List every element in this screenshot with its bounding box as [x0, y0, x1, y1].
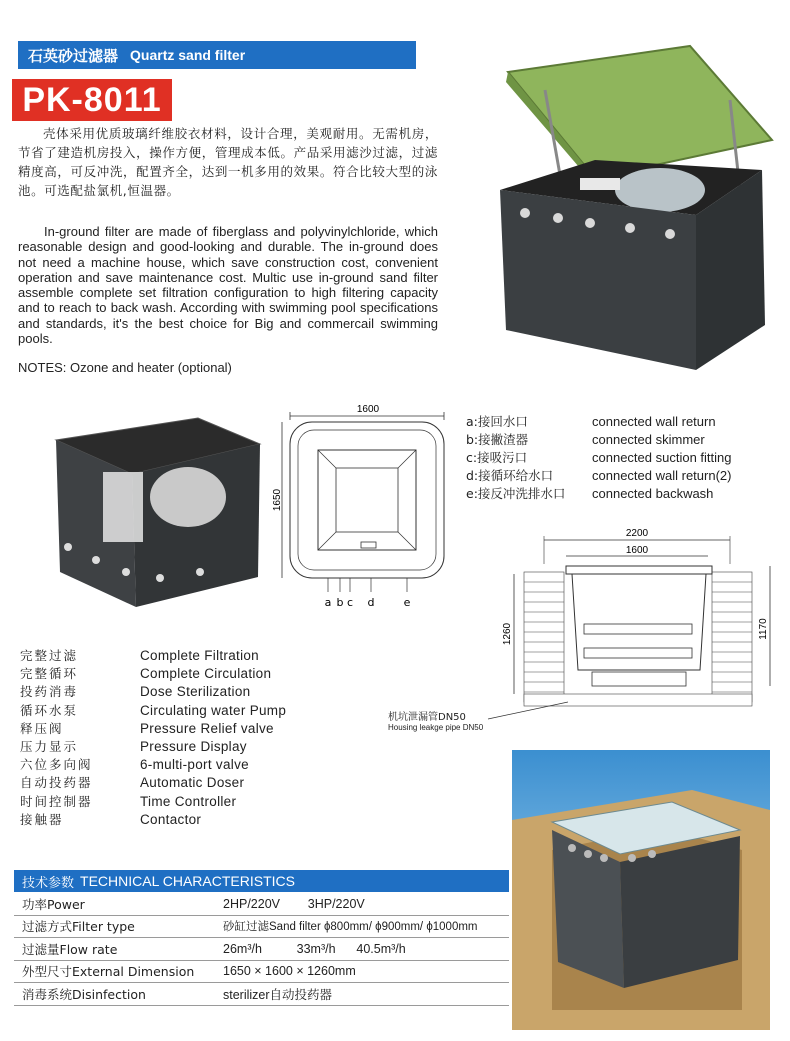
features-list	[20, 647, 286, 829]
port-b: b	[336, 596, 344, 609]
tech-row-disinfection: 消毒系统Disinfection sterilizer自动投药器	[14, 983, 509, 1006]
feature-row: 循环水泵 Circulating water Pump	[20, 702, 287, 718]
feature-row: 释压阀 Pressure Relief valve	[20, 720, 274, 736]
title-cn: 石英砂过滤器	[28, 46, 119, 65]
feature-row: 完整循环 Complete Circulation	[20, 666, 272, 682]
product-title-bar	[18, 41, 416, 69]
port-e: e	[403, 596, 411, 609]
tech-row-filter-type: 过滤方式Filter type 砂缸过滤Sand filter ϕ800mm/ ϕ900mm/ ϕ1000mm	[14, 916, 509, 939]
tech-title-en: TECHNICAL CHARACTERISTICS	[80, 873, 295, 889]
feature-row: 完整过滤 Complete Filtration	[20, 648, 259, 663]
feature-row: 接触器 Contactor	[20, 811, 202, 827]
port-a: a	[324, 596, 332, 609]
dim-left-height: 1260	[502, 622, 513, 646]
feature-row: 投药消毒 Dose Sterilization	[20, 684, 251, 700]
connection-row: e:接反冲洗排水口 connected backwash	[466, 486, 714, 501]
section-drawing	[488, 524, 778, 724]
feature-row: 六位多向阀 6-multi-port valve	[20, 757, 249, 773]
in-ground-illustration	[512, 750, 770, 1030]
connection-row: a:接回水口 connected wall return	[466, 414, 716, 429]
model-badge: PK-8011	[12, 79, 172, 121]
feature-row: 时间控制器 Time Controller	[20, 793, 237, 809]
top-view-drawing	[272, 400, 456, 615]
tech-row-flow-rate: 过滤量Flow rate 26m³/h 33m³/h 40.5m³/h	[14, 938, 509, 961]
tech-title-cn: 技术参数	[22, 875, 75, 891]
product-photo-interior	[48, 412, 263, 612]
title-en: Quartz sand filter	[130, 47, 246, 63]
dim-height: 1650	[272, 488, 283, 512]
dim-inner-width: 1600	[625, 545, 649, 556]
dim-outer-width: 2200	[625, 528, 649, 539]
tech-header	[14, 870, 509, 892]
dim-right-height: 1170	[758, 618, 769, 640]
tech-row-dimension: 外型尺寸External Dimension 1650 × 1600 × 1260mm	[14, 961, 509, 984]
tech-table	[14, 893, 509, 1006]
product-photo-open-lid	[490, 40, 780, 380]
port-c: c	[346, 596, 354, 609]
pipe-label-cn: 机坑泄漏管DN50	[388, 712, 466, 723]
pipe-label-en: Housing leakge pipe DN50	[388, 723, 484, 732]
port-d: d	[367, 596, 375, 609]
dim-width: 1600	[356, 404, 380, 415]
connections-list	[466, 413, 731, 503]
tech-row-power: 功率Power 2HP/220V 3HP/220V	[14, 893, 509, 916]
feature-row: 压力显示 Pressure Display	[20, 739, 247, 755]
connection-row: c:接吸污口 connected suction fitting	[466, 450, 732, 465]
connection-row: d:接循环给水口 connected wall return(2)	[466, 468, 732, 483]
connection-row: b:接撇渣器 connected skimmer	[466, 432, 705, 447]
description-cn: 壳体采用优质玻璃纤维胶衣材料，设计合理，美观耐用。无需机房，节省了建造机房投入，操作方便，管理成本低。产品采用滤沙过滤，过滤精度高，可反冲洗，配置齐全，达到一机多用的效果。符合比较大型的泳池。可选配盐氯机,恒温器。	[18, 126, 438, 198]
notes: NOTES: Ozone and heater (optional)	[18, 360, 232, 375]
feature-row: 自动投药器 Automatic Doser	[20, 775, 245, 791]
description-en: In-ground filter are made of fiberglass and polyvinylchloride, which reasonable design and good-looking and durable. The in-ground does not need a machine house, which save construction cost, convenient operation and save maintenance cost. Multic use in-ground sand filter assemble complete set filtration configuration to high filtering capacity and to reach to back wash. According with swimming pool specifications and standards, it's the best choice for Big and commercail swimming pools.	[18, 224, 438, 347]
